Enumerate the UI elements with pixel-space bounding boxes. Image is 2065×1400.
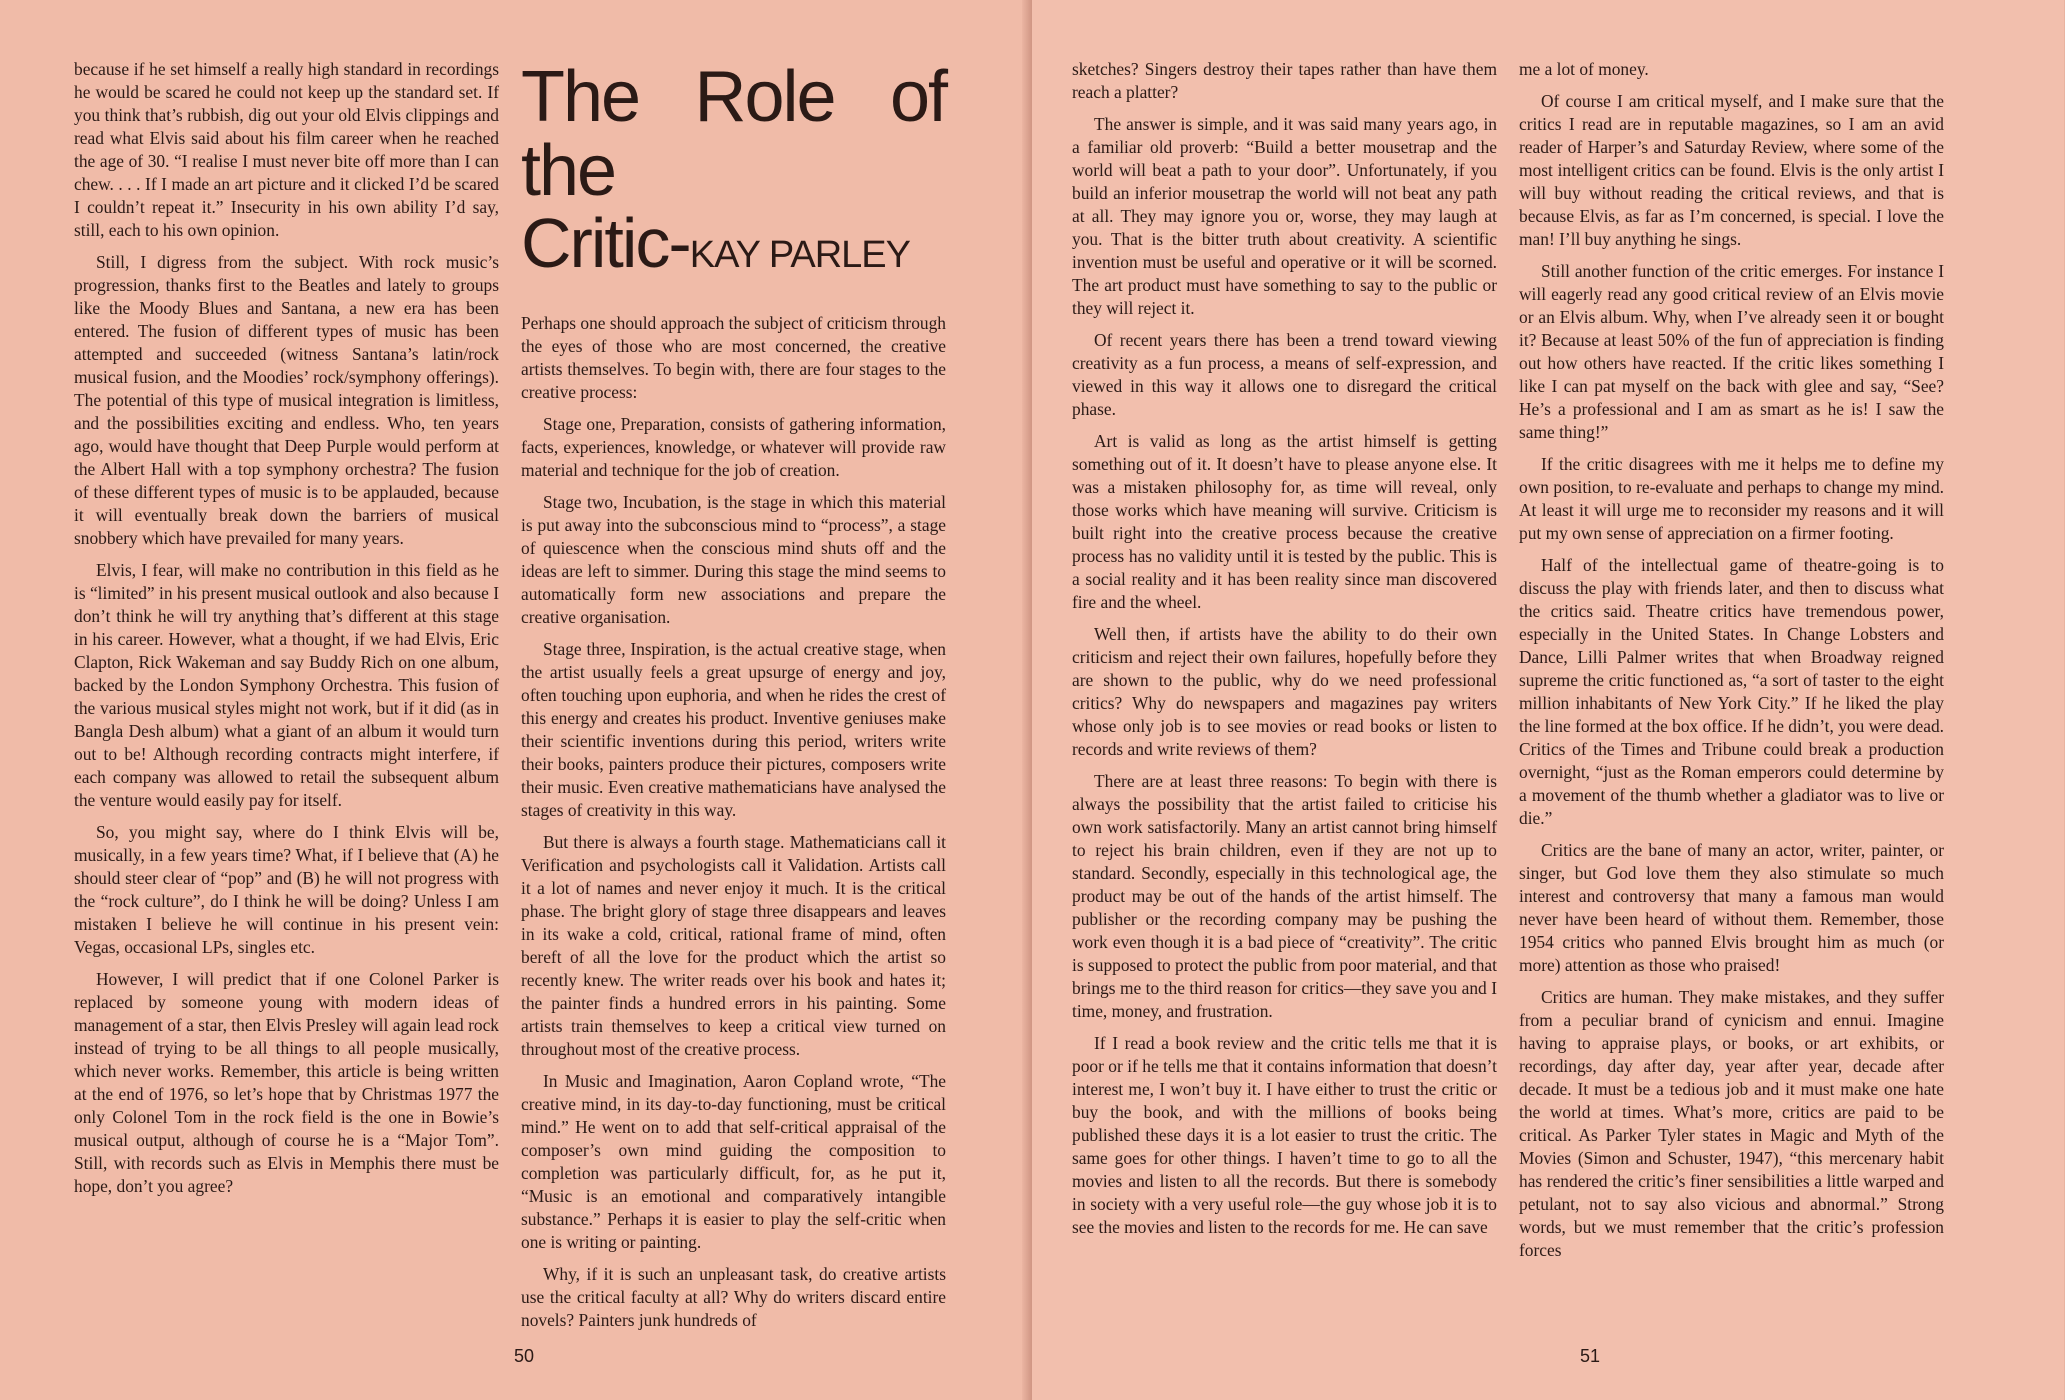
page-right: [1032, 0, 2064, 1400]
paragraph: Still, I digress from the subject. With rock music’s progression, thanks first to the Beatles and lately to groups like the Moody Blues and Santana, a new era has been entered. The fusion of different types of music has been attempted and succeeded (witness Santana’s latin/rock musical fusion, and the Moodies’ rock/symphony offerings). The potential of this type of musical integration is limitless, and the possibilities exciting and endless. Who, ten years ago, would have thought that Deep Purple would perform at the Albert Hall with a top symphony orchestra? The fusion of these different types of music is to be applauded, because it will eventually break down the barriers of musical snobbery which have prevailed for many years.: [74, 252, 499, 548]
headline-dash: -: [668, 204, 690, 282]
paragraph: Elvis, I fear, will make no contribution in this field as he is “limited” in his present musical outlook and also because I don’t think he will try anything that’s different at this stage in his career. However, what a thought, if we had Elvis, Eric Clapton, Rick Wakeman and say Buddy Rich on one album, backed by the London Symphony Orchestra. This fusion of the various musical styles might not work, but if it did (as in Bangla Desh album) what a giant of an album it would turn out to be! Although recording contracts might interfere, if each company was allowed to retail the subsequent album the venture would easily pay for itself.: [74, 560, 500, 810]
paragraph: In Music and Imagination, Aaron Copland wrote, “The creative mind, in its day-to-day functioning, must be critical mind.” He went on to add that self-critical appraisal of the composer’s own mind guiding the composition to completion was particularly difficult, for, as he put it, “Music is an emotional and comparatively intangible substance.” Perhaps it is easier to play the self-critic when one is writing or painting.: [521, 1071, 946, 1252]
paragraph: me a lot of money.: [1519, 59, 1649, 79]
paragraph: Half of the intellectual game of theatre-going is to discuss the play with friends later, and then to discuss what the critics said. Theatre critics have tremendous power, especially in the United States. In Change Lobsters and Dance, Lilli Palmer writes that when Broadway reigned supreme the critic functioned as, “a sort of taster to the eight million inhabitants of New York City.” If he liked the play the line formed at the box office. If he didn’t, you were dead. Critics of the Times and Tribune could break a production overnight, “just as the Roman emperors could determine by a movement of the thumb whether a gladiator was to live or die.”: [1519, 555, 1944, 828]
page-left-columns: [74, 58, 992, 1341]
paragraph: sketches? Singers destroy their tapes rather than have them reach a platter?: [1072, 59, 1497, 102]
headline-subline: [521, 204, 946, 290]
headline-title: The Role of the: [521, 57, 946, 211]
paragraph: Stage three, Inspiration, is the actual creative stage, when the artist usually feels a great upsurge of energy and joy, often touching upon euphoria, and when he rides the crest of this energy and creates his product. Inventive geniuses make their scientific inventions during this period, writers write their books, painters produce their pictures, composers write their music. Even creative mathematicians have analysed the stages of creativity in this way.: [521, 639, 946, 820]
paragraph: Why, if it is such an unpleasant task, do creative artists use the critical faculty at all? Why do writers discard entire novels? Painters junk hundreds of: [521, 1264, 946, 1330]
page-left: [0, 0, 1032, 1400]
paragraph: Of recent years there has been a trend toward viewing creativity as a fun process, a means of self-expression, and viewed in this way it allows one to disregard the critical phase.: [1072, 330, 1497, 419]
paragraph: Critics are human. They make mistakes, and they suffer from a peculiar brand of cynicism and ennui. Imagine having to appraise plays, or books, or art exhibits, or recordings, day after day, year after year, decade after decade. It must be a tedious job and it must make one hate the world at times. What’s more, critics are paid to be critical. As Parker Tyler states in Magic and Myth of the Movies (Simon and Schuster, 1947), “this mercenary habit has rendered the critic’s finer sensibilities a little warped and petulant, not to say also vicious and abnormal.” Strong words, but we must remember that the critic’s profession forces: [1519, 987, 1944, 1260]
paragraph: However, I will predict that if one Colonel Parker is replaced by someone young with modern ideas of management of a star, then Elvis Presley will again lead rock instead of trying to be all things to all people musically, which never works. Remember, this article is being written at the end of 1976, so let’s hope that by Christmas 1977 the only Colonel Tom in the rock field is the one in Bowie’s musical output, although of course he is a “Major Tom”. Still, with records such as Elvis in Memphis there must be hope, don’t you agree?: [74, 969, 499, 1196]
paragraph: But there is always a fourth stage. Mathematicians call it Verification and psychologists call it Validation. Artists call it a lot of names and never enjoy it much. It is the critical phase. The bright glory of stage three disappears and leaves in its wake a cold, critical, rational frame of mind, often bereft of all the love for the product which the artist so recently knew. The writer reads over his book and hates it; the painter finds a hundred errors in his painting. Some artists train themselves to keep a critical view turned on throughout most of the creative process.: [521, 832, 946, 1059]
paragraph: Critics are the bane of many an actor, writer, painter, or singer, but God love them they also stimulate so much interest and controversy that many a famous man would never have been heard of without them. Remember, those 1954 critics who panned Elvis brought him as much (or more) attention as those who praised!: [1519, 840, 1944, 975]
paragraph: Perhaps one should approach the subject of criticism through the eyes of those who are most concerned, the creative artists themselves. To begin with, there are four stages to the creative process:: [521, 313, 947, 402]
paragraph: Well then, if artists have the ability to do their own criticism and reject their own failures, hopefully before they are shown to the public, why do we need professional critics? Why do newspapers and magazines pay writers whose only job is to see movies or read books or listen to records and write reviews of them?: [1072, 624, 1497, 759]
paragraph: Art is valid as long as the artist himself is getting something out of it. It doesn’t have to please anyone else. It was a mistaken philosophy for, as time will reveal, only those works which have meaning will survive. Criticism is built right into the creative process because the creative process has no validity until it is tested by the public. This is a social reality and it has been reality since man discovered fire and the wheel.: [1072, 431, 1497, 612]
page-right-columns: [1072, 58, 2020, 1271]
paragraph: If I read a book review and the critic tells me that it is poor or if he tells me that it contains information that doesn’t interest me, I won’t buy it. I have either to trust the critic or buy the book, and with the millions of books being published these days it is a lot easier to trust the critic. The same goes for other things. I haven’t time to go to all the movies and listen to all the records. But there is somebody in society with a very useful role—the guy whose job it is to see the movies and listen to the records for me. He can save: [1072, 1033, 1497, 1237]
page-right-column-1: [1072, 58, 1497, 1271]
article-author: KAY PARLEY: [689, 234, 910, 276]
article-headline: [521, 57, 946, 290]
page-number-right: 51: [1580, 1346, 1601, 1366]
paragraph: because if he set himself a really high standard in recordings he would be scared he could not keep up the standard set. If you think that’s rubbish, dig out your old Elvis clippings and read what Elvis said about his film career when he reached the age of 30. “I realise I must never bite off more than I can chew. . . . If I made an art picture and it clicked I’d be scared I couldn’t repeat it.” Insecurity in his own ability I’d say, still, each to his own opinion.: [74, 59, 499, 240]
paragraph: Stage two, Incubation, is the stage in which this material is put away into the subconscious mind to “process”, a stage of quiescence when the conscious mind shuts off and the ideas are left to simmer. During this stage the mind seems to automatically form new associations and prepare the creative organisation.: [521, 492, 946, 627]
paragraph: The answer is simple, and it was said many years ago, in a familiar old proverb: “Build a better mousetrap and the world will beat a path to your door”. Unfortunately, if you build an inferior mousetrap the world will not beat any path at all. They may ignore you or, worse, they may laugh at you. That is the bitter truth about creativity. A scientific invention must be useful and operative or it will be scorned. The art product must have something to say to the public or they will reject it.: [1072, 114, 1497, 318]
paragraph: There are at least three reasons: To begin with there is always the possibility that the artist failed to criticise his own work satisfactorily. Many an artist cannot bring himself to reject his brain children, even if they are not up to standard. Secondly, especially in this technological age, the product may be out of the hands of the artist himself. The publisher or the recording company may be pushing the work even though it is a bad piece of “creativity”. The critic is supposed to protect the public from poor material, and that brings me to the third reason for critics—they save you and I time, money, and frustration.: [1072, 771, 1497, 1021]
paragraph: Of course I am critical myself, and I make sure that the critics I read are in reputable magazines, so I am an avid reader of Harper’s and Saturday Review, where some of the most intelligent critics can be found. Elvis is the only artist I will buy without reading the critical reviews, and that is because Elvis, as far as I’m concerned, is special. I love the man! I’ll buy anything he sings.: [1519, 91, 1944, 249]
page-left-column-2: [521, 58, 946, 1341]
paragraph: So, you might say, where do I think Elvis will be, musically, in a few years time? What, if I believe that (A) he should steer clear of “pop” and (B) he will not progress with the “rock culture”, do I think he will be doing? Unless I am mistaken I believe he will continue in his present vein: Vegas, occasional LPs, singles etc.: [74, 822, 499, 957]
headline-title-2: Critic: [521, 204, 669, 282]
paragraph: Still another function of the critic emerges. For instance I will eagerly read any good critical review of an Elvis movie or an Elvis album. Why, when I’ve already seen it or bought it? Because at least 50% of the fun of appreciation is finding out how others have reacted. If the critic likes something I like I can pat myself on the back with glee and say, “See? He’s a professional and I am as smart as he is! I saw the same thing!”: [1519, 261, 1944, 442]
paragraph: Stage one, Preparation, consists of gathering information, facts, experiences, knowledge, or whatever will provide raw material and technique for the job of creation.: [521, 414, 946, 480]
page-number-left: 50: [514, 1346, 535, 1366]
page-left-column-1: [74, 58, 499, 1341]
paragraph: If the critic disagrees with me it helps me to define my own position, to re-evaluate and perhaps to change my mind. At least it will urge me to reconsider my reasons and it will put my own sense of appreciation on a firmer footing.: [1519, 454, 1944, 543]
page-right-column-2: [1519, 58, 1944, 1271]
